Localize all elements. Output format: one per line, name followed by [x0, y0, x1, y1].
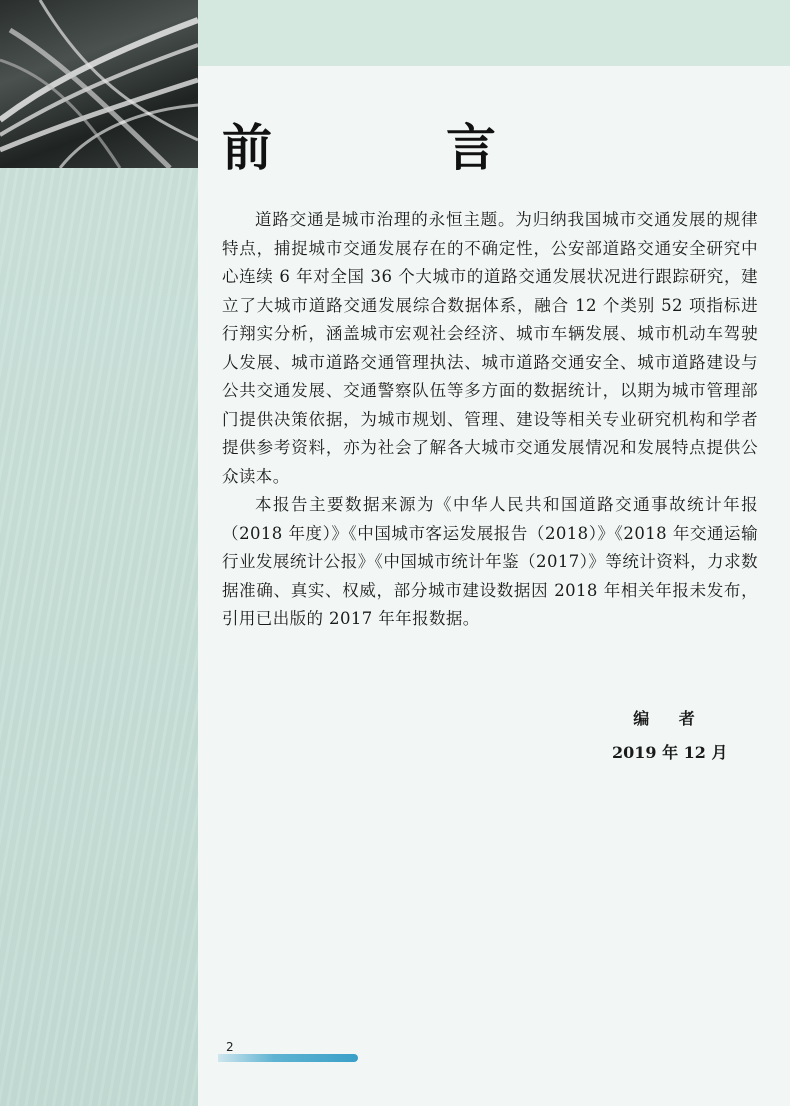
- highway-interchange-photo: [0, 0, 198, 168]
- paragraph: 道路交通是城市治理的永恒主题。为归纳我国城市交通发展的规律特点，捕捉城市交通发展存在的不确定性，公安部道路交通安全研究中心连续 6 年对全国 36 个大城市的道路交通发展状况进行跟踪研究，建立了大城市道路交通发展综合数据体系，融合 12 个类别 52 项指标进行翔实分析，涵盖城市宏观社会经济、城市车辆发展、城市机动车驾驶人发展、城市道路交通管理执法、城市道路交通安全、城市道路建设与公共交通发展、交通警察队伍等多方面的数据统计，以期为城市管理部门提供决策依据，为城市规划、管理、建设等相关专业研究机构和学者提供参考资料，亦为社会了解各大城市交通发展情况和发展特点提供公众读本。: [222, 210, 758, 486]
- preface-body: [222, 206, 758, 634]
- top-header-strip: [198, 0, 790, 66]
- page-number: 2: [226, 1040, 234, 1054]
- signature-date: 2019 年 12 月: [612, 743, 728, 762]
- signature-editor: 编 者: [633, 709, 707, 728]
- footer-accent-bar: [218, 1054, 358, 1062]
- signature-block: [612, 702, 728, 770]
- page-title: 前 言: [222, 118, 558, 177]
- paragraph: 本报告主要数据来源为《中华人民共和国道路交通事故统计年报（2018 年度）》《中国城市客运发展报告（2018）》《2018 年交通运输行业发展统计公报》《中国城市统计年鉴（2017）》等统计资料，力求数据准确、真实、权威，部分城市建设数据因 2018 年相关年报未发布，引用已出版的 2017 年年报数据。: [222, 495, 758, 628]
